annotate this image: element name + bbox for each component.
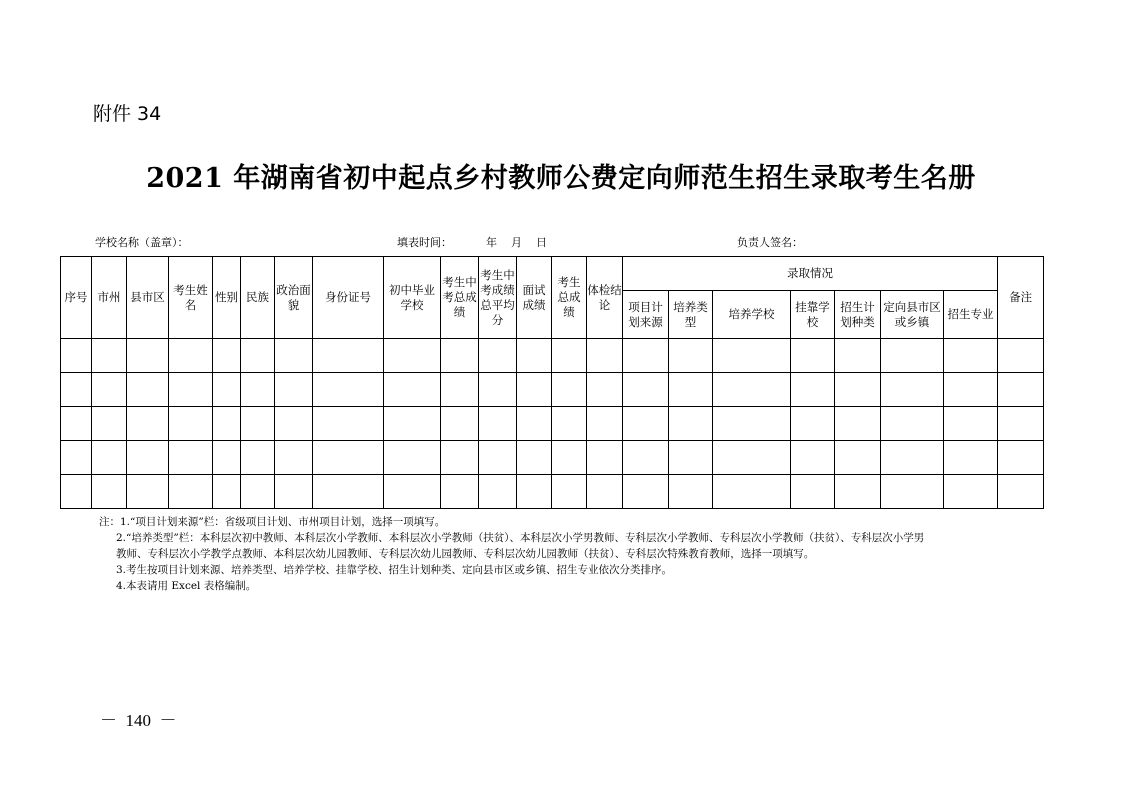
- table-cell[interactable]: [441, 339, 479, 373]
- note-4: 4.本表请用 Excel 表格编制。: [116, 580, 257, 592]
- table-cell[interactable]: [998, 441, 1044, 475]
- table-cell[interactable]: [479, 441, 517, 475]
- table-cell[interactable]: [384, 339, 441, 373]
- note-2-continued: 教师、专科层次小学教学点教师、本科层次幼儿园教师、专科层次幼儿园教师、专科层次幼儿园教师（扶贫）、专科层次特殊教育教师，选择一项填写。: [116, 548, 815, 560]
- note-2: 2.“培养类型”栏：本科层次初中教师、本科层次小学教师、本科层次小学教师（扶贫）、本科层次小学男教师、专科层次小学教师、专科层次小学教师（扶贫）、专科层次小学男: [116, 532, 925, 544]
- table-cell[interactable]: [669, 407, 713, 441]
- table-cell[interactable]: [623, 441, 669, 475]
- col-major: 招生专业: [944, 291, 998, 339]
- table-cell[interactable]: [881, 373, 944, 407]
- table-cell[interactable]: [713, 339, 791, 373]
- table-cell[interactable]: [552, 475, 587, 509]
- table-cell[interactable]: [441, 407, 479, 441]
- table-cell[interactable]: [384, 441, 441, 475]
- roster-body: [61, 339, 1044, 509]
- table-cell[interactable]: [517, 339, 552, 373]
- table-cell[interactable]: [169, 475, 213, 509]
- table-cell[interactable]: [881, 441, 944, 475]
- table-cell[interactable]: [552, 373, 587, 407]
- table-cell[interactable]: [127, 475, 169, 509]
- table-cell[interactable]: [479, 373, 517, 407]
- table-cell[interactable]: [479, 475, 517, 509]
- table-cell[interactable]: [835, 407, 881, 441]
- table-cell[interactable]: [169, 339, 213, 373]
- fill-date-label: 填表时间：: [397, 236, 452, 249]
- table-cell[interactable]: [313, 441, 384, 475]
- col-plan-category: 招生计划种类: [835, 291, 881, 339]
- table-cell[interactable]: [127, 407, 169, 441]
- note-1: 注：1.“项目计划来源”栏：省级项目计划、市州项目计划，选择一项填写。: [99, 516, 446, 528]
- table-cell[interactable]: [313, 407, 384, 441]
- table-cell[interactable]: [441, 373, 479, 407]
- table-cell[interactable]: [61, 441, 92, 475]
- table-cell[interactable]: [623, 373, 669, 407]
- table-cell[interactable]: [835, 373, 881, 407]
- page-number: － 140 －: [100, 711, 177, 730]
- table-cell[interactable]: [623, 475, 669, 509]
- col-physical: 体检结论: [587, 257, 623, 339]
- col-ethnicity: 民族: [241, 257, 275, 339]
- col-train-type: 培养类型: [669, 291, 713, 339]
- col-seq: 序号: [61, 257, 92, 339]
- table-cell[interactable]: [587, 407, 623, 441]
- table-cell[interactable]: [835, 441, 881, 475]
- col-city: 市州: [92, 257, 127, 339]
- table-row: [61, 441, 1044, 475]
- table-cell[interactable]: [587, 441, 623, 475]
- table-cell[interactable]: [944, 339, 998, 373]
- table-cell[interactable]: [61, 339, 92, 373]
- table-row: [61, 475, 1044, 509]
- col-middle-school: 初中毕业学校: [384, 257, 441, 339]
- table-cell[interactable]: [944, 407, 998, 441]
- table-cell[interactable]: [313, 339, 384, 373]
- table-cell[interactable]: [517, 373, 552, 407]
- table-cell[interactable]: [552, 407, 587, 441]
- table-cell[interactable]: [169, 373, 213, 407]
- table-cell[interactable]: [213, 441, 241, 475]
- table-cell[interactable]: [791, 339, 835, 373]
- table-cell[interactable]: [835, 339, 881, 373]
- table-cell[interactable]: [275, 441, 313, 475]
- col-exam-average: 考生中考成绩总平均分: [479, 257, 517, 339]
- table-cell[interactable]: [61, 407, 92, 441]
- table-cell[interactable]: [275, 339, 313, 373]
- table-cell[interactable]: [313, 475, 384, 509]
- table-cell[interactable]: [517, 407, 552, 441]
- table-cell[interactable]: [479, 339, 517, 373]
- table-cell[interactable]: [275, 407, 313, 441]
- table-cell[interactable]: [479, 407, 517, 441]
- table-cell[interactable]: [881, 407, 944, 441]
- table-cell[interactable]: [791, 373, 835, 407]
- table-cell[interactable]: [213, 373, 241, 407]
- table-cell[interactable]: [92, 373, 127, 407]
- document-title: 2021 年湖南省初中起点乡村教师公费定向师范生招生录取考生名册: [146, 163, 976, 194]
- table-cell[interactable]: [623, 339, 669, 373]
- col-remarks: 备注: [998, 257, 1044, 339]
- table-cell[interactable]: [944, 373, 998, 407]
- col-affiliated-school: 挂靠学校: [791, 291, 835, 339]
- table-cell[interactable]: [669, 373, 713, 407]
- table-cell[interactable]: [944, 441, 998, 475]
- table-cell[interactable]: [213, 407, 241, 441]
- table-cell[interactable]: [169, 441, 213, 475]
- table-cell[interactable]: [713, 475, 791, 509]
- table-cell[interactable]: [127, 373, 169, 407]
- table-cell[interactable]: [441, 475, 479, 509]
- table-cell[interactable]: [92, 475, 127, 509]
- table-cell[interactable]: [241, 339, 275, 373]
- table-cell[interactable]: [241, 373, 275, 407]
- table-cell[interactable]: [384, 475, 441, 509]
- note-3: 3.考生按项目计划来源、培养类型、培养学校、挂靠学校、招生计划种类、定向县市区或乡镇、招生专业依次分类排序。: [116, 564, 673, 576]
- table-cell[interactable]: [313, 373, 384, 407]
- col-exam-total: 考生中考总成绩: [441, 257, 479, 339]
- admission-roster-table: [60, 256, 1044, 509]
- attachment-label: 附件 34: [93, 103, 162, 125]
- table-cell[interactable]: [587, 373, 623, 407]
- school-name-label: 学校名称（盖章）：: [95, 236, 189, 249]
- table-cell[interactable]: [384, 373, 441, 407]
- table-cell[interactable]: [881, 339, 944, 373]
- col-train-school: 培养学校: [713, 291, 791, 339]
- table-cell[interactable]: [241, 475, 275, 509]
- col-plan-source: 项目计划来源: [623, 291, 669, 339]
- table-cell[interactable]: [552, 441, 587, 475]
- table-cell[interactable]: [92, 339, 127, 373]
- table-cell[interactable]: [944, 475, 998, 509]
- table-cell[interactable]: [92, 441, 127, 475]
- table-cell[interactable]: [998, 373, 1044, 407]
- table-cell[interactable]: [61, 373, 92, 407]
- table-cell[interactable]: [384, 407, 441, 441]
- table-cell[interactable]: [713, 441, 791, 475]
- table-cell[interactable]: [669, 475, 713, 509]
- table-cell[interactable]: [587, 339, 623, 373]
- table-cell[interactable]: [169, 407, 213, 441]
- table-cell[interactable]: [791, 475, 835, 509]
- table-cell[interactable]: [517, 475, 552, 509]
- table-cell[interactable]: [623, 407, 669, 441]
- table-cell[interactable]: [881, 475, 944, 509]
- fill-date-fields: 年 月 日: [486, 236, 547, 249]
- table-cell[interactable]: [92, 407, 127, 441]
- col-total-score: 考生总成绩: [552, 257, 587, 339]
- table-cell[interactable]: [441, 441, 479, 475]
- table-cell[interactable]: [587, 475, 623, 509]
- table-cell[interactable]: [552, 339, 587, 373]
- table-cell[interactable]: [61, 475, 92, 509]
- col-id-number: 身份证号: [313, 257, 384, 339]
- table-cell[interactable]: [275, 373, 313, 407]
- col-target-area: 定向县市区或乡镇: [881, 291, 944, 339]
- table-cell[interactable]: [669, 339, 713, 373]
- table-cell[interactable]: [791, 441, 835, 475]
- table-cell[interactable]: [713, 407, 791, 441]
- col-interview: 面试成绩: [517, 257, 552, 339]
- signature-label: 负责人签名：: [737, 236, 803, 249]
- col-county: 县市区: [127, 257, 169, 339]
- table-cell[interactable]: [127, 339, 169, 373]
- table-cell[interactable]: [998, 339, 1044, 373]
- col-gender: 性别: [213, 257, 241, 339]
- table-cell[interactable]: [669, 441, 713, 475]
- table-cell[interactable]: [241, 441, 275, 475]
- col-name: 考生姓名: [169, 257, 213, 339]
- table-cell[interactable]: [213, 475, 241, 509]
- table-cell[interactable]: [241, 407, 275, 441]
- table-cell[interactable]: [213, 339, 241, 373]
- table-cell[interactable]: [791, 407, 835, 441]
- col-admission-group: 录取情况: [623, 257, 998, 291]
- table-cell[interactable]: [127, 441, 169, 475]
- table-row: [61, 339, 1044, 373]
- table-cell[interactable]: [517, 441, 552, 475]
- table-row: [61, 373, 1044, 407]
- table-row: [61, 407, 1044, 441]
- table-cell[interactable]: [998, 475, 1044, 509]
- notes-block: [99, 514, 1044, 594]
- table-cell[interactable]: [275, 475, 313, 509]
- table-cell[interactable]: [835, 475, 881, 509]
- table-cell[interactable]: [998, 407, 1044, 441]
- col-political: 政治面貌: [275, 257, 313, 339]
- table-cell[interactable]: [713, 373, 791, 407]
